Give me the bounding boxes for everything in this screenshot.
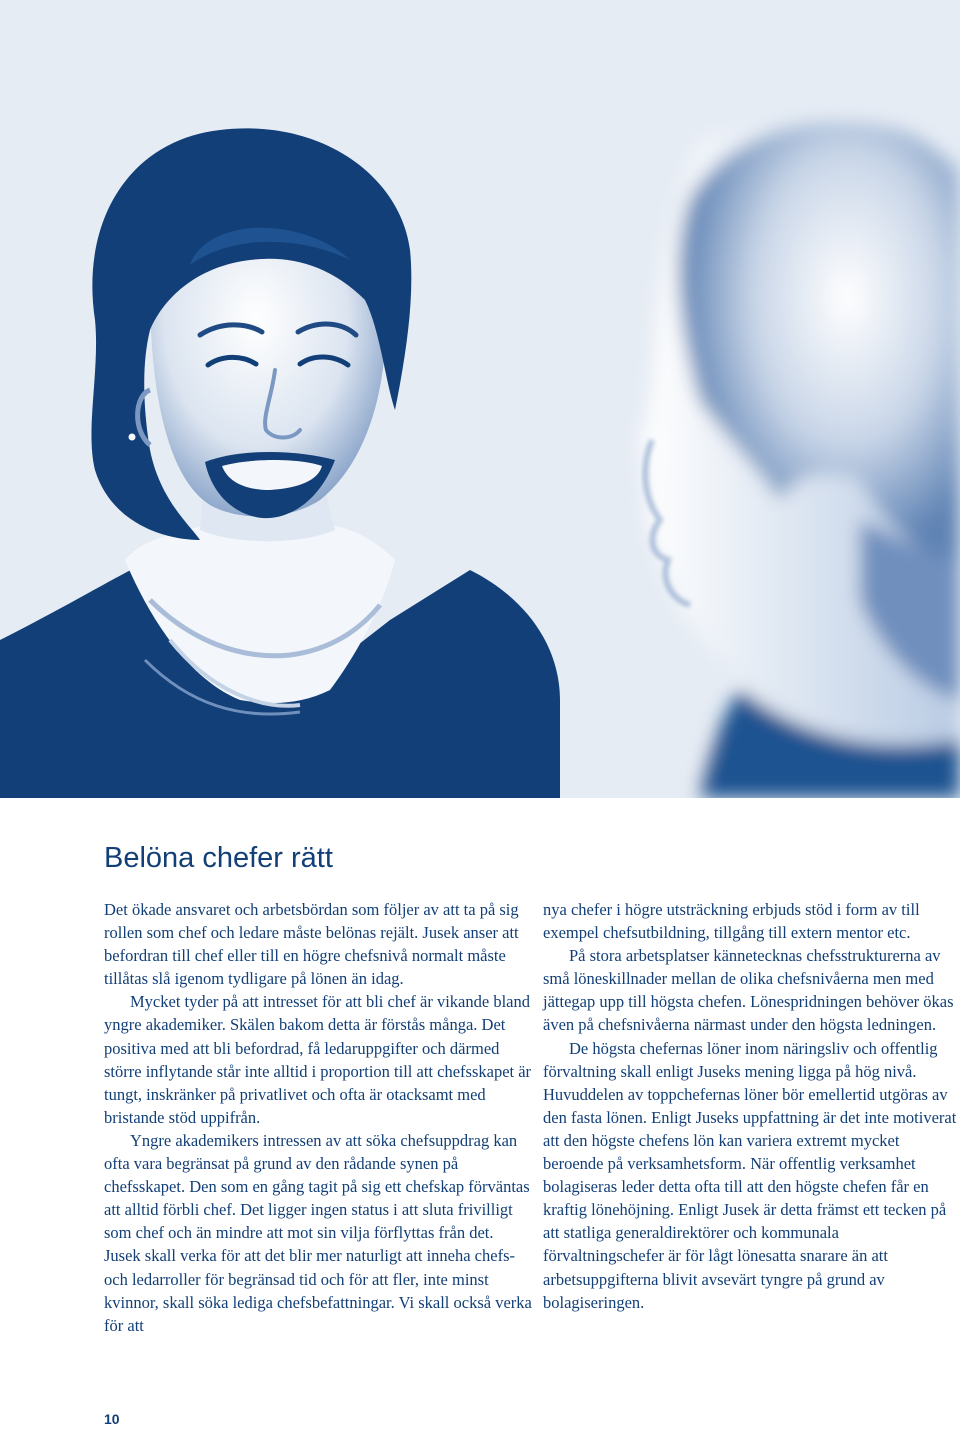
paragraph: Mycket tyder på att intresset för att bli chef är vikande bland yngre akademiker. Skälen bakom detta är förstås många. Det positiva med att bli befordrad, få ledaruppgifter och därmed större inflytande står inte alltid i proportion till att chefsskapet är tungt, inskränker på privatlivet och ofta är otacksamt med bristande stöd uppifrån.	[104, 992, 532, 1127]
page-number: 10	[104, 1411, 120, 1427]
paragraph: Yngre akademikers intressen av att söka chefsuppdrag kan ofta vara begränsat på grund av den rådande synen på chefsskapet. Den som en gång tagit på sig ett chefskap förväntas att alltid förbli chef. Det ligger ingen status i att sluta frivilligt som chef och än mindre att mot sin vilja förflyttas från det. Jusek skall verka för att det blir mer naturligt att inneha chefs- och ledarroller för begränsad tid och för att fler, inte minst kvinnor, skall söka lediga chefsbefattningar. Vi skall också verka för att	[104, 1130, 532, 1335]
article-headline: Belöna chefer rätt	[104, 842, 333, 874]
profile-figure	[640, 120, 960, 798]
paragraph: nya chefer i högre utsträckning erbjuds stöd i form av till exempel chefsutbildning, tillgång till extern mentor etc.	[543, 900, 920, 943]
left-text-column	[104, 898, 534, 1337]
paragraph: De högsta chefernas löner inom näringsliv och offentlig förvaltning skall enligt Juseks mening ligga på hög nivå. Huvuddelen av toppchefernas löner bör emellertid utgöras av den fasta lönen. Enligt Juseks uppfattning är det inte motiverat att den högste chefens lön kan variera extremt mycket beroende på verksamhetsform. När offentlig verksamhet bolagiseras leder detta ofta till att den högste chefen får en kraftig lönehöjning. Enligt Jusek är detta främst ett tecken på att statliga generaldirektörer och kommunala förvaltningschefer är för lågt lönesatta snarare än att arbetsuppgifterna blivit avsevärt tyngre på grund av bolagiseringen.	[543, 1038, 957, 1312]
right-text-column	[543, 898, 960, 1314]
paragraph: På stora arbetsplatser kännetecknas chefsstrukturerna av små löneskillnader mellan de olika chefsnivåerna men med jättegap upp till högsta chefen. Lönespridningen behöver ökas även på chefsnivåerna närmast under den högsta ledningen.	[543, 946, 954, 1035]
paragraph: Det ökade ansvaret och arbetsbördan som följer av att ta på sig rollen som chef och ledare måste belönas rejält. Jusek anser att befordran till chef eller till en högre chefsnivå normalt måste tillåtas slå igenom tydligare på lönen än idag.	[104, 900, 519, 989]
portrait-figure	[0, 128, 560, 798]
